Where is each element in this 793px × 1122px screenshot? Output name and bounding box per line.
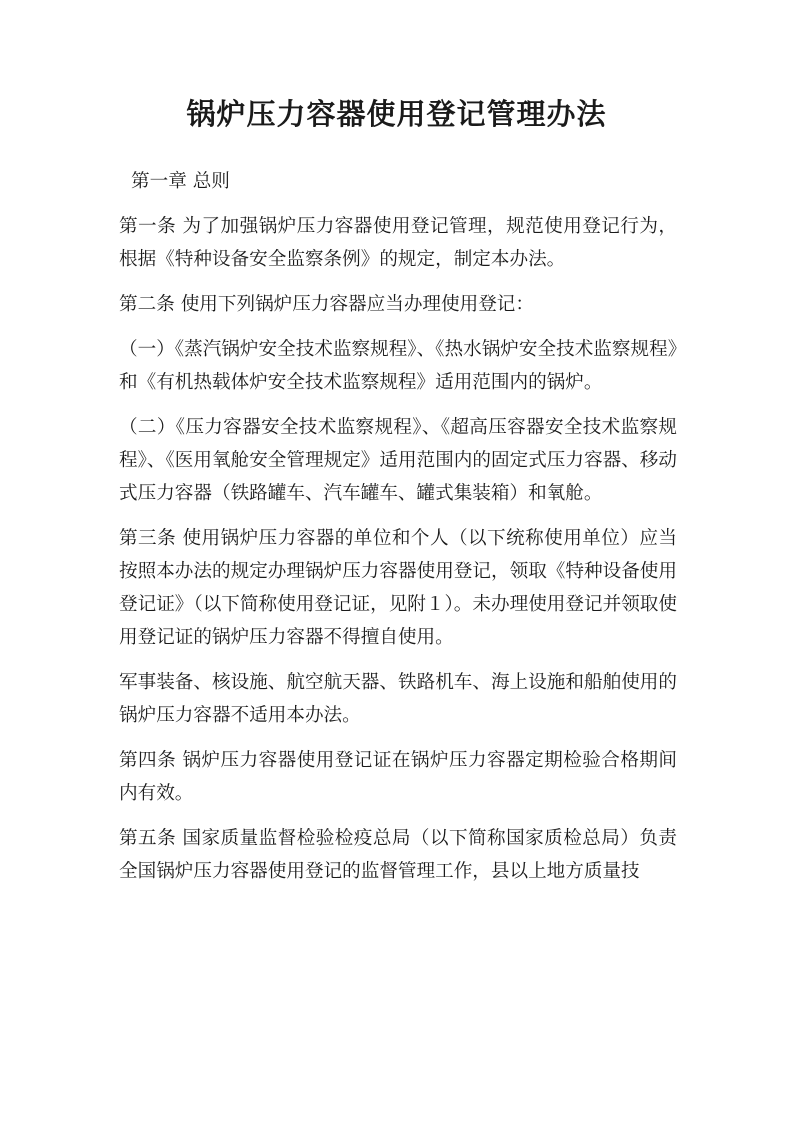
article-3-exclusion-paragraph: 军事装备、核设施、航空航天器、铁路机车、海上设施和船舶使用的锅炉压力容器不适用本办法。: [119, 672, 677, 726]
article-1-paragraph: 第一条 为了加强锅炉压力容器使用登记管理，规范使用登记行为，根据《特种设备安全监察条例》的规定，制定本办法。: [119, 216, 677, 270]
article-2-item-1-paragraph: （一）《蒸汽锅炉安全技术监察规程》、《热水锅炉安全技术监察规程》和《有机热载体炉安全技术监察规程》适用范围内的锅炉。: [119, 339, 677, 393]
article-3-paragraph: 第三条 使用锅炉压力容器的单位和个人（以下统称使用单位）应当按照本办法的规定办理锅炉压力容器使用登记，领取《特种设备使用登记证》（以下简称使用登记证，见附１）。未办理使用登记并领取使用登记证的锅炉压力容器不得擅自使用。: [119, 528, 677, 648]
article-2-item-2-paragraph: （二）《压力容器安全技术监察规程》、《超高压容器安全技术监察规程》、《医用氧舱安全管理规定》适用范围内的固定式压力容器、移动式压力容器（铁路罐车、汽车罐车、罐式集装箱）和氧舱。: [119, 417, 677, 504]
article-2-paragraph: 第二条 使用下列锅炉压力容器应当办理使用登记：: [119, 294, 534, 315]
document-title: 锅炉压力容器使用登记管理办法: [186, 97, 607, 131]
article-4-paragraph: 第四条 锅炉压力容器使用登记证在锅炉压力容器定期检验合格期间内有效。: [119, 750, 677, 804]
article-5-paragraph: 第五条 国家质量监督检验检疫总局（以下简称国家质检总局）负责全国锅炉压力容器使用登记的监督管理工作，县以上地方质量技: [119, 828, 677, 882]
chapter-heading: 第一章 总则: [131, 171, 230, 192]
document-body: [119, 165, 677, 900]
